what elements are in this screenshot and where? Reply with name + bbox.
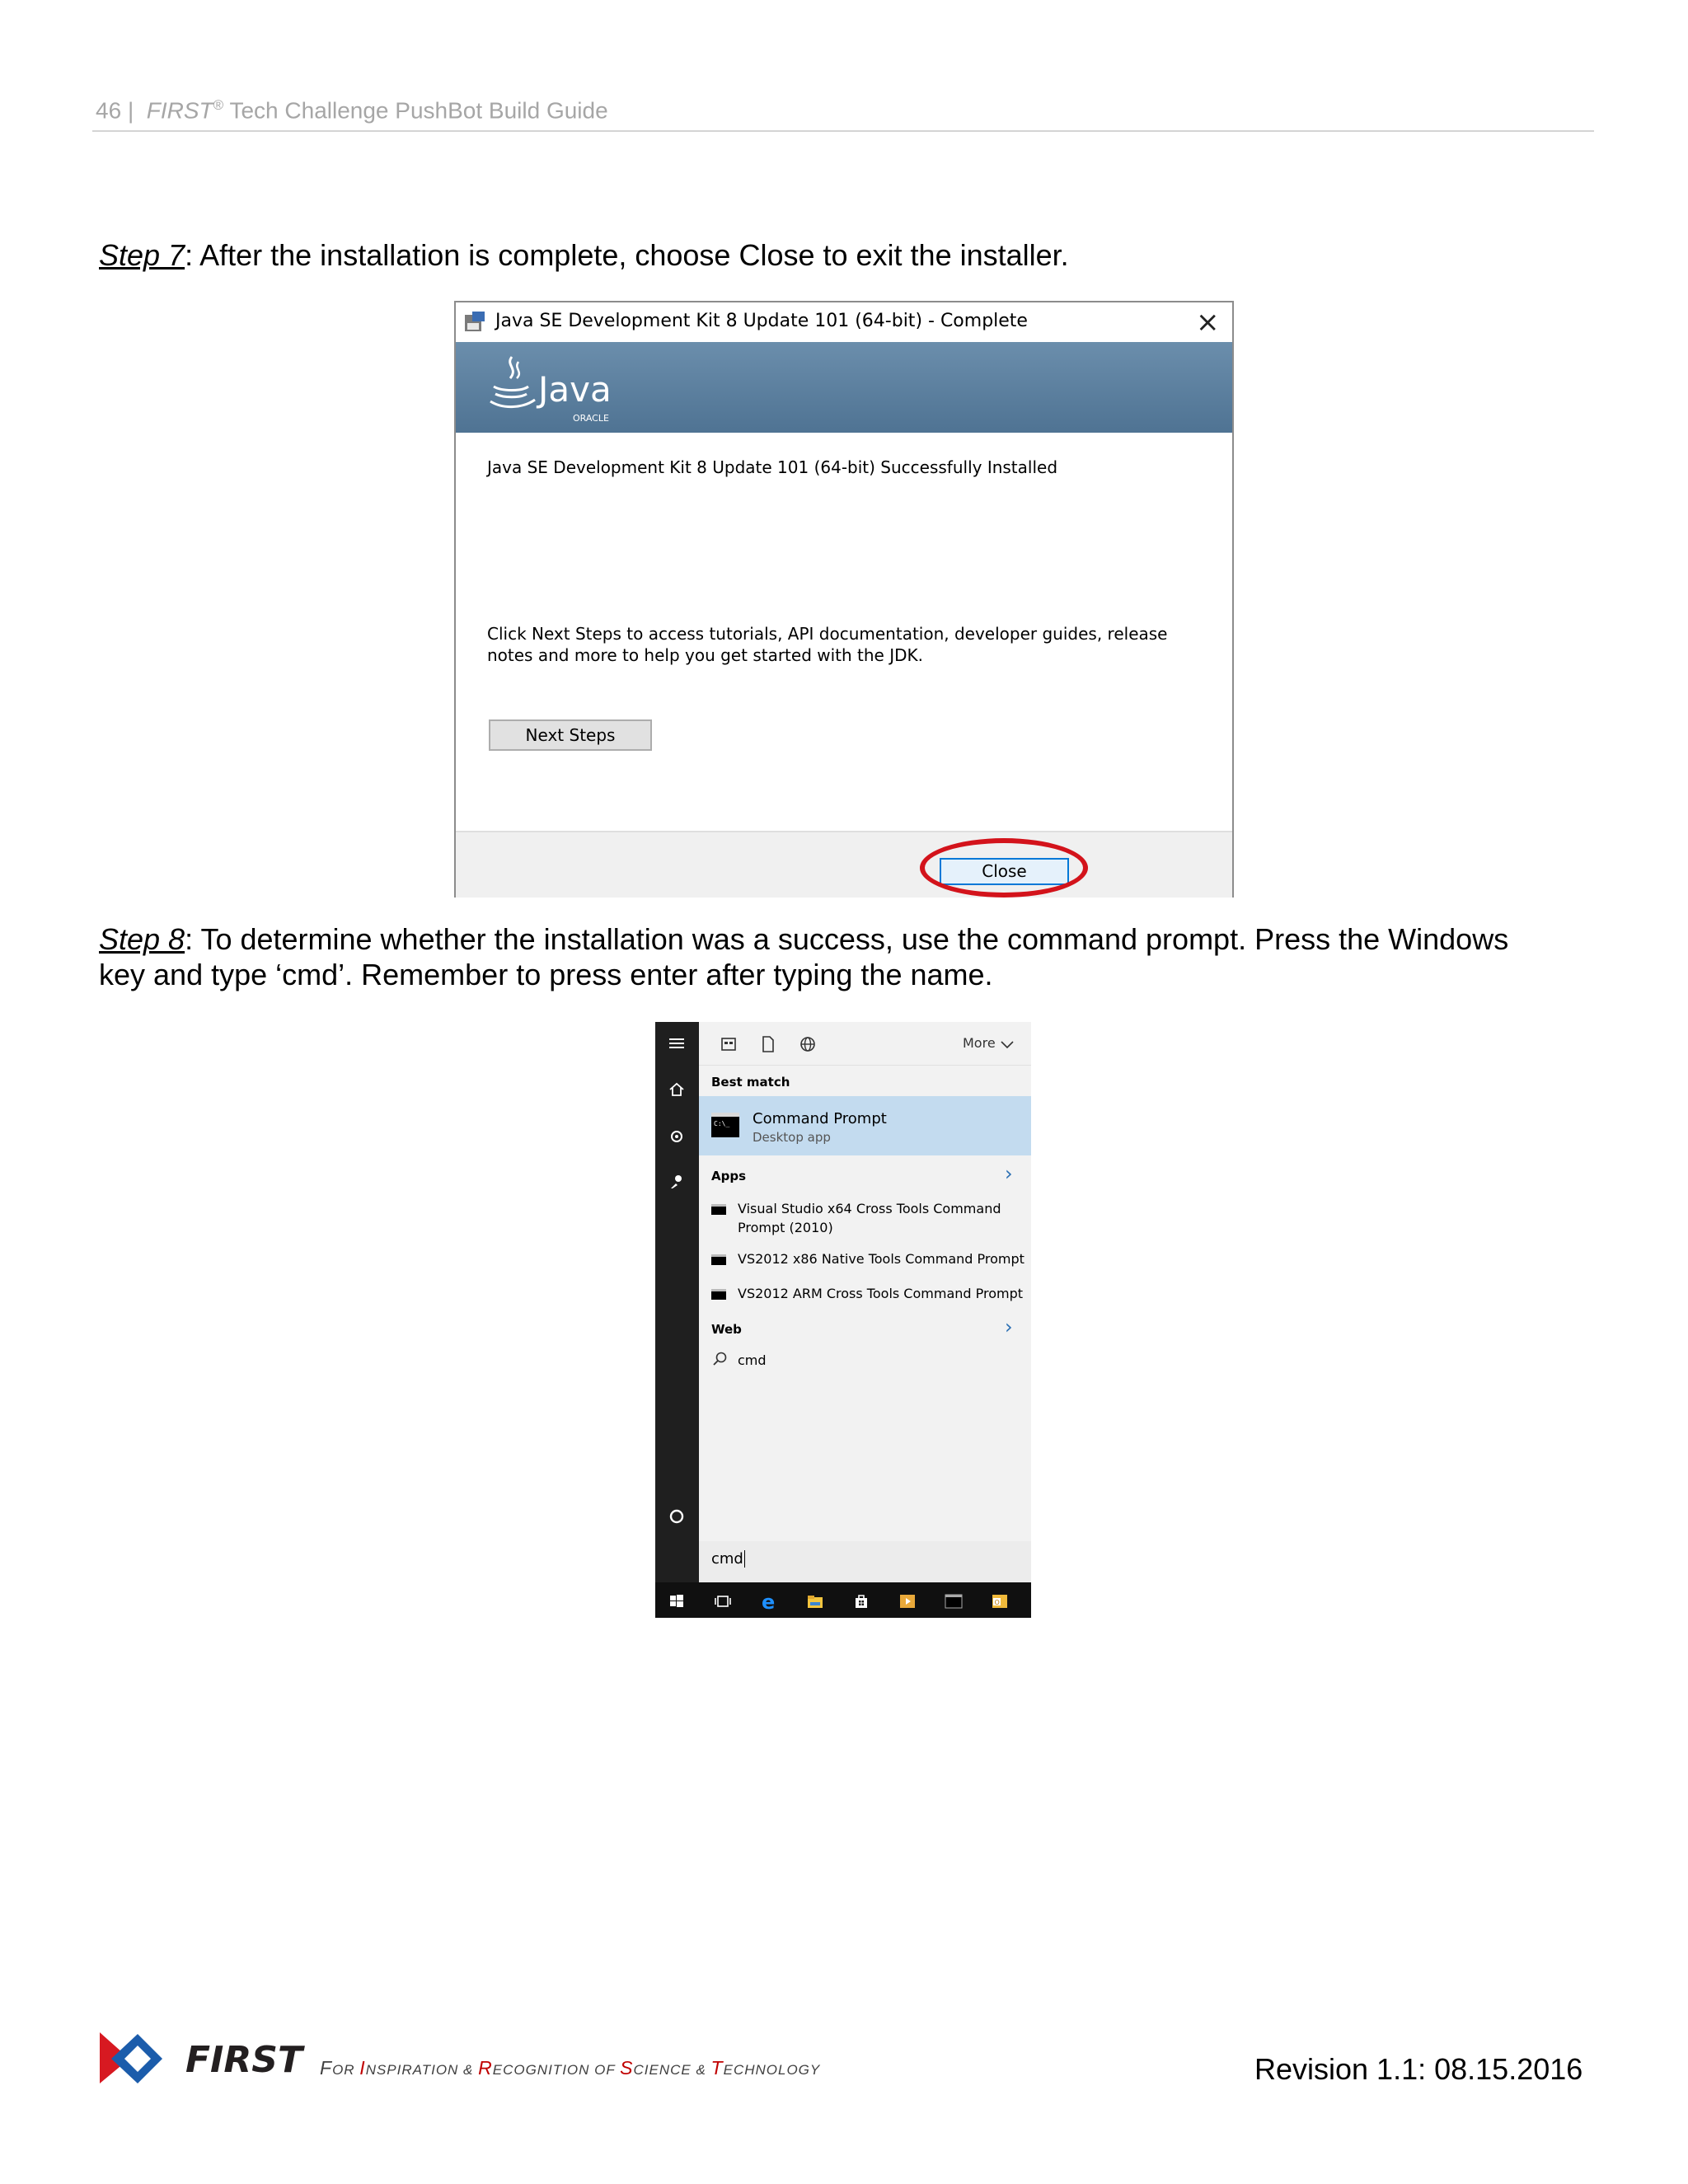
search-input[interactable] [711,1550,745,1568]
header-separator: | [127,97,134,124]
tagline-segment: OR [332,2062,360,2078]
svg-text:O: O [994,1599,1000,1606]
cortana-circle-icon[interactable] [667,1507,687,1526]
more-label: More [963,1035,996,1051]
apps-heading: Apps [711,1169,747,1183]
step8-text: : To determine whether the installation was a success, use the command prompt. Press the Windows key and type ‘cmd’. Remember to press enter after typing the name. [99,922,1509,991]
tagline-segment: R [478,2057,493,2079]
svg-text:C:\_: C:\_ [714,1120,730,1127]
search-input-value: cmd [711,1550,743,1568]
step7-paragraph [99,237,1558,273]
first-logo [96,2026,307,2088]
java-installer-dialog [454,301,1234,898]
command-prompt-icon [711,1113,739,1137]
java-logo [481,350,629,426]
header-brand: FIRST [146,97,213,124]
close-button[interactable]: Close [940,858,1069,885]
success-message: Java SE Development Kit 8 Update 101 (64-bit) Successfully Installed [487,457,1058,477]
app-result-1[interactable]: Visual Studio x64 Cross Tools Command Prompt (2010) [738,1201,1001,1235]
search-icon [711,1351,728,1367]
search-box[interactable] [699,1541,1031,1582]
app-result-2[interactable]: VS2012 x86 Native Tools Command Prompt [738,1251,1025,1267]
best-match-subtitle: Desktop app [753,1130,831,1145]
installer-icon [462,310,487,335]
close-button-highlight [920,838,1088,898]
store-icon[interactable] [851,1591,871,1611]
windows-start-icon[interactable] [667,1591,687,1611]
footer-tagline [320,2057,820,2079]
tagline-segment: NSPIRATION & [365,2062,479,2078]
best-match-heading: Best match [711,1075,790,1090]
document-filter-icon[interactable] [758,1034,778,1054]
task-view-icon[interactable] [713,1591,733,1611]
outlook-icon[interactable] [990,1591,1010,1611]
media-icon[interactable] [898,1591,917,1611]
tagline-segment: S [620,2057,634,2079]
web-chevron-right-icon[interactable]: › [1005,1315,1013,1338]
revision-label: Revision 1.1: 08.15.2016 [1254,2052,1583,2086]
edge-icon[interactable] [759,1591,779,1611]
more-filters-dropdown[interactable] [963,1035,1015,1051]
tagline-segment: T [710,2057,724,2079]
app-cmd-icon [711,1204,726,1215]
app-cmd-icon [711,1289,726,1300]
hamburger-icon[interactable] [667,1033,687,1053]
header-rule [92,130,1594,132]
web-filter-icon[interactable] [798,1034,818,1054]
java-logo-text: Java [538,369,612,410]
oracle-logo-text: ORACLE [573,413,609,424]
next-steps-button[interactable]: Next Steps [489,719,652,751]
app-cmd-icon [711,1254,726,1265]
home-icon[interactable] [667,1080,687,1099]
apps-chevron-right-icon[interactable]: › [1005,1162,1013,1185]
page-header [96,97,608,124]
header-title: Tech Challenge PushBot Build Guide [229,97,608,124]
start-menu-search [655,1022,1031,1618]
step7-text: : After the installation is complete, choose Close to exit the installer. [185,238,1069,272]
chevron-down-icon [1000,1039,1015,1049]
start-rail [655,1022,699,1582]
tagline-segment: F [320,2057,333,2079]
tagline-segment: ECOGNITION OF [492,2062,621,2078]
tagline-segment: ECHNOLOGY [723,2062,821,2078]
dialog-title: Java SE Development Kit 8 Update 101 (64-bit) - Complete [495,311,1028,331]
step8-paragraph [99,921,1558,992]
cmd-taskbar-icon[interactable] [944,1591,964,1611]
info-message: Click Next Steps to access tutorials, API documentation, developer guides, release notes and more to help you get started with the JDK. [487,624,1168,665]
page-number: 46 [96,97,122,124]
tagline-segment: I [359,2057,366,2079]
tagline-segment: CIENCE & [633,2062,711,2078]
close-icon[interactable]: × [1196,306,1220,339]
app-result-3[interactable]: VS2012 ARM Cross Tools Command Prompt [738,1286,1024,1301]
svg-text:e: e [762,1591,776,1611]
apps-filter-icon[interactable] [719,1034,738,1054]
feedback-icon[interactable] [667,1172,687,1192]
toolbar-divider [699,1065,1031,1066]
taskbar [655,1582,1031,1618]
step8-label: Step 8 [99,922,185,956]
dialog-footer [456,831,1232,898]
registered-mark: ® [213,97,224,113]
first-logo-text: FIRST [185,2039,303,2081]
file-explorer-icon[interactable] [805,1591,825,1611]
best-match-title: Command Prompt [753,1110,887,1127]
step7-label: Step 7 [99,238,185,272]
gear-icon[interactable] [667,1127,687,1146]
web-heading: Web [711,1322,742,1337]
web-result[interactable]: cmd [738,1352,767,1368]
